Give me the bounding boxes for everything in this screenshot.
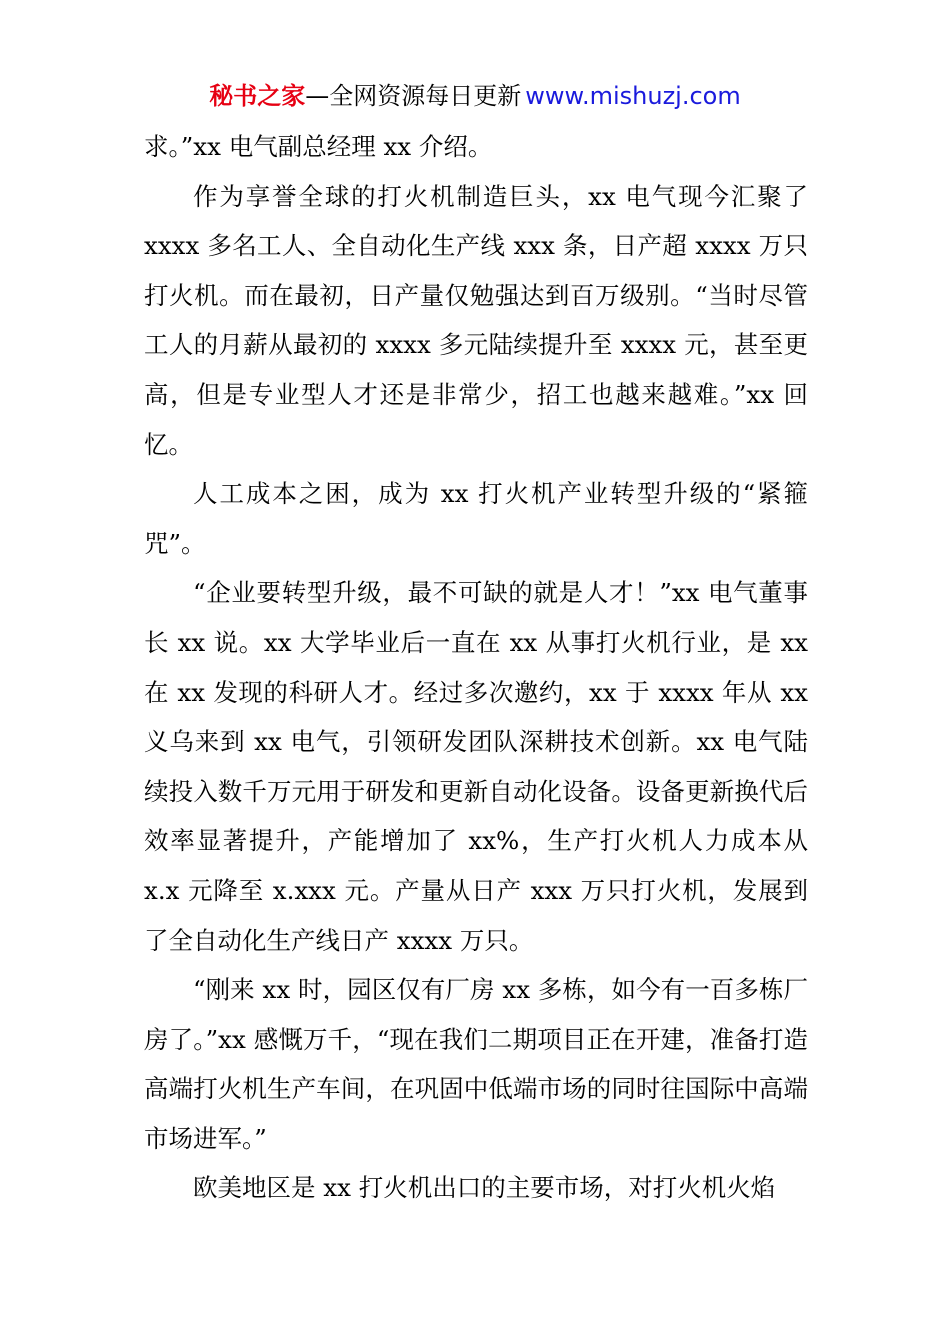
article-body (144, 122, 808, 1213)
website-link[interactable]: www.mishuzj.com (525, 82, 741, 110)
page-header (0, 78, 950, 114)
paragraph: “企业要转型升级，最不可缺的就是人才！”xx 电气董事长 xx 说。xx 大学毕业后一直在 xx 从事打火机行业，是 xx 在 xx 发现的科研人才。经过多次邀约，xx 于 xxxx 年从 xx 义乌来到 xx 电气，引领研发团队深耕技术创新。xx 电气陆续投入数千万元用于研发和更新自动化设备。设备更新换代后效率显著提升，产能增加了 xx%，生产打火机人力成本从 x.x 元降至 x.xxx 元。产量从日产 xxx 万只打火机，发展到了全自动化生产线日产 xxxx 万只。 (144, 578, 808, 955)
paragraph: 人工成本之困，成为 xx 打火机产业转型升级的“紧箍咒”。 (144, 479, 808, 558)
paragraph-truncated: 欧美地区是 xx 打火机出口的主要市场，对打火机火焰 (193, 1173, 776, 1203)
brand-name: 秘书之家 (209, 82, 306, 110)
paragraph: 作为享誉全球的打火机制造巨头，xx 电气现今汇聚了 xxxx 多名工人、全自动化生产线 xxx 条，日产超 xxxx 万只打火机。而在最初，日产量仅勉强达到百万级别。“当时尽管工人的月薪从最初的 xxxx 多元陆续提升至 xxxx 元，甚至更高，但是专业型人才还是非常少，招工也越来越难。”xx 回忆。 (144, 181, 808, 459)
paragraph: “刚来 xx 时，园区仅有厂房 xx 多栋，如今有一百多栋厂房了。”xx 感慨万千，“现在我们二期项目正在开建，准备打造高端打火机生产车间，在巩固中低端市场的同时往国际中高端市场进军。” (144, 975, 808, 1153)
paragraph-continued: 求。”xx 电气副总经理 xx 介绍。 (144, 132, 493, 161)
header-tagline: —全网资源每日更新 (305, 82, 522, 110)
